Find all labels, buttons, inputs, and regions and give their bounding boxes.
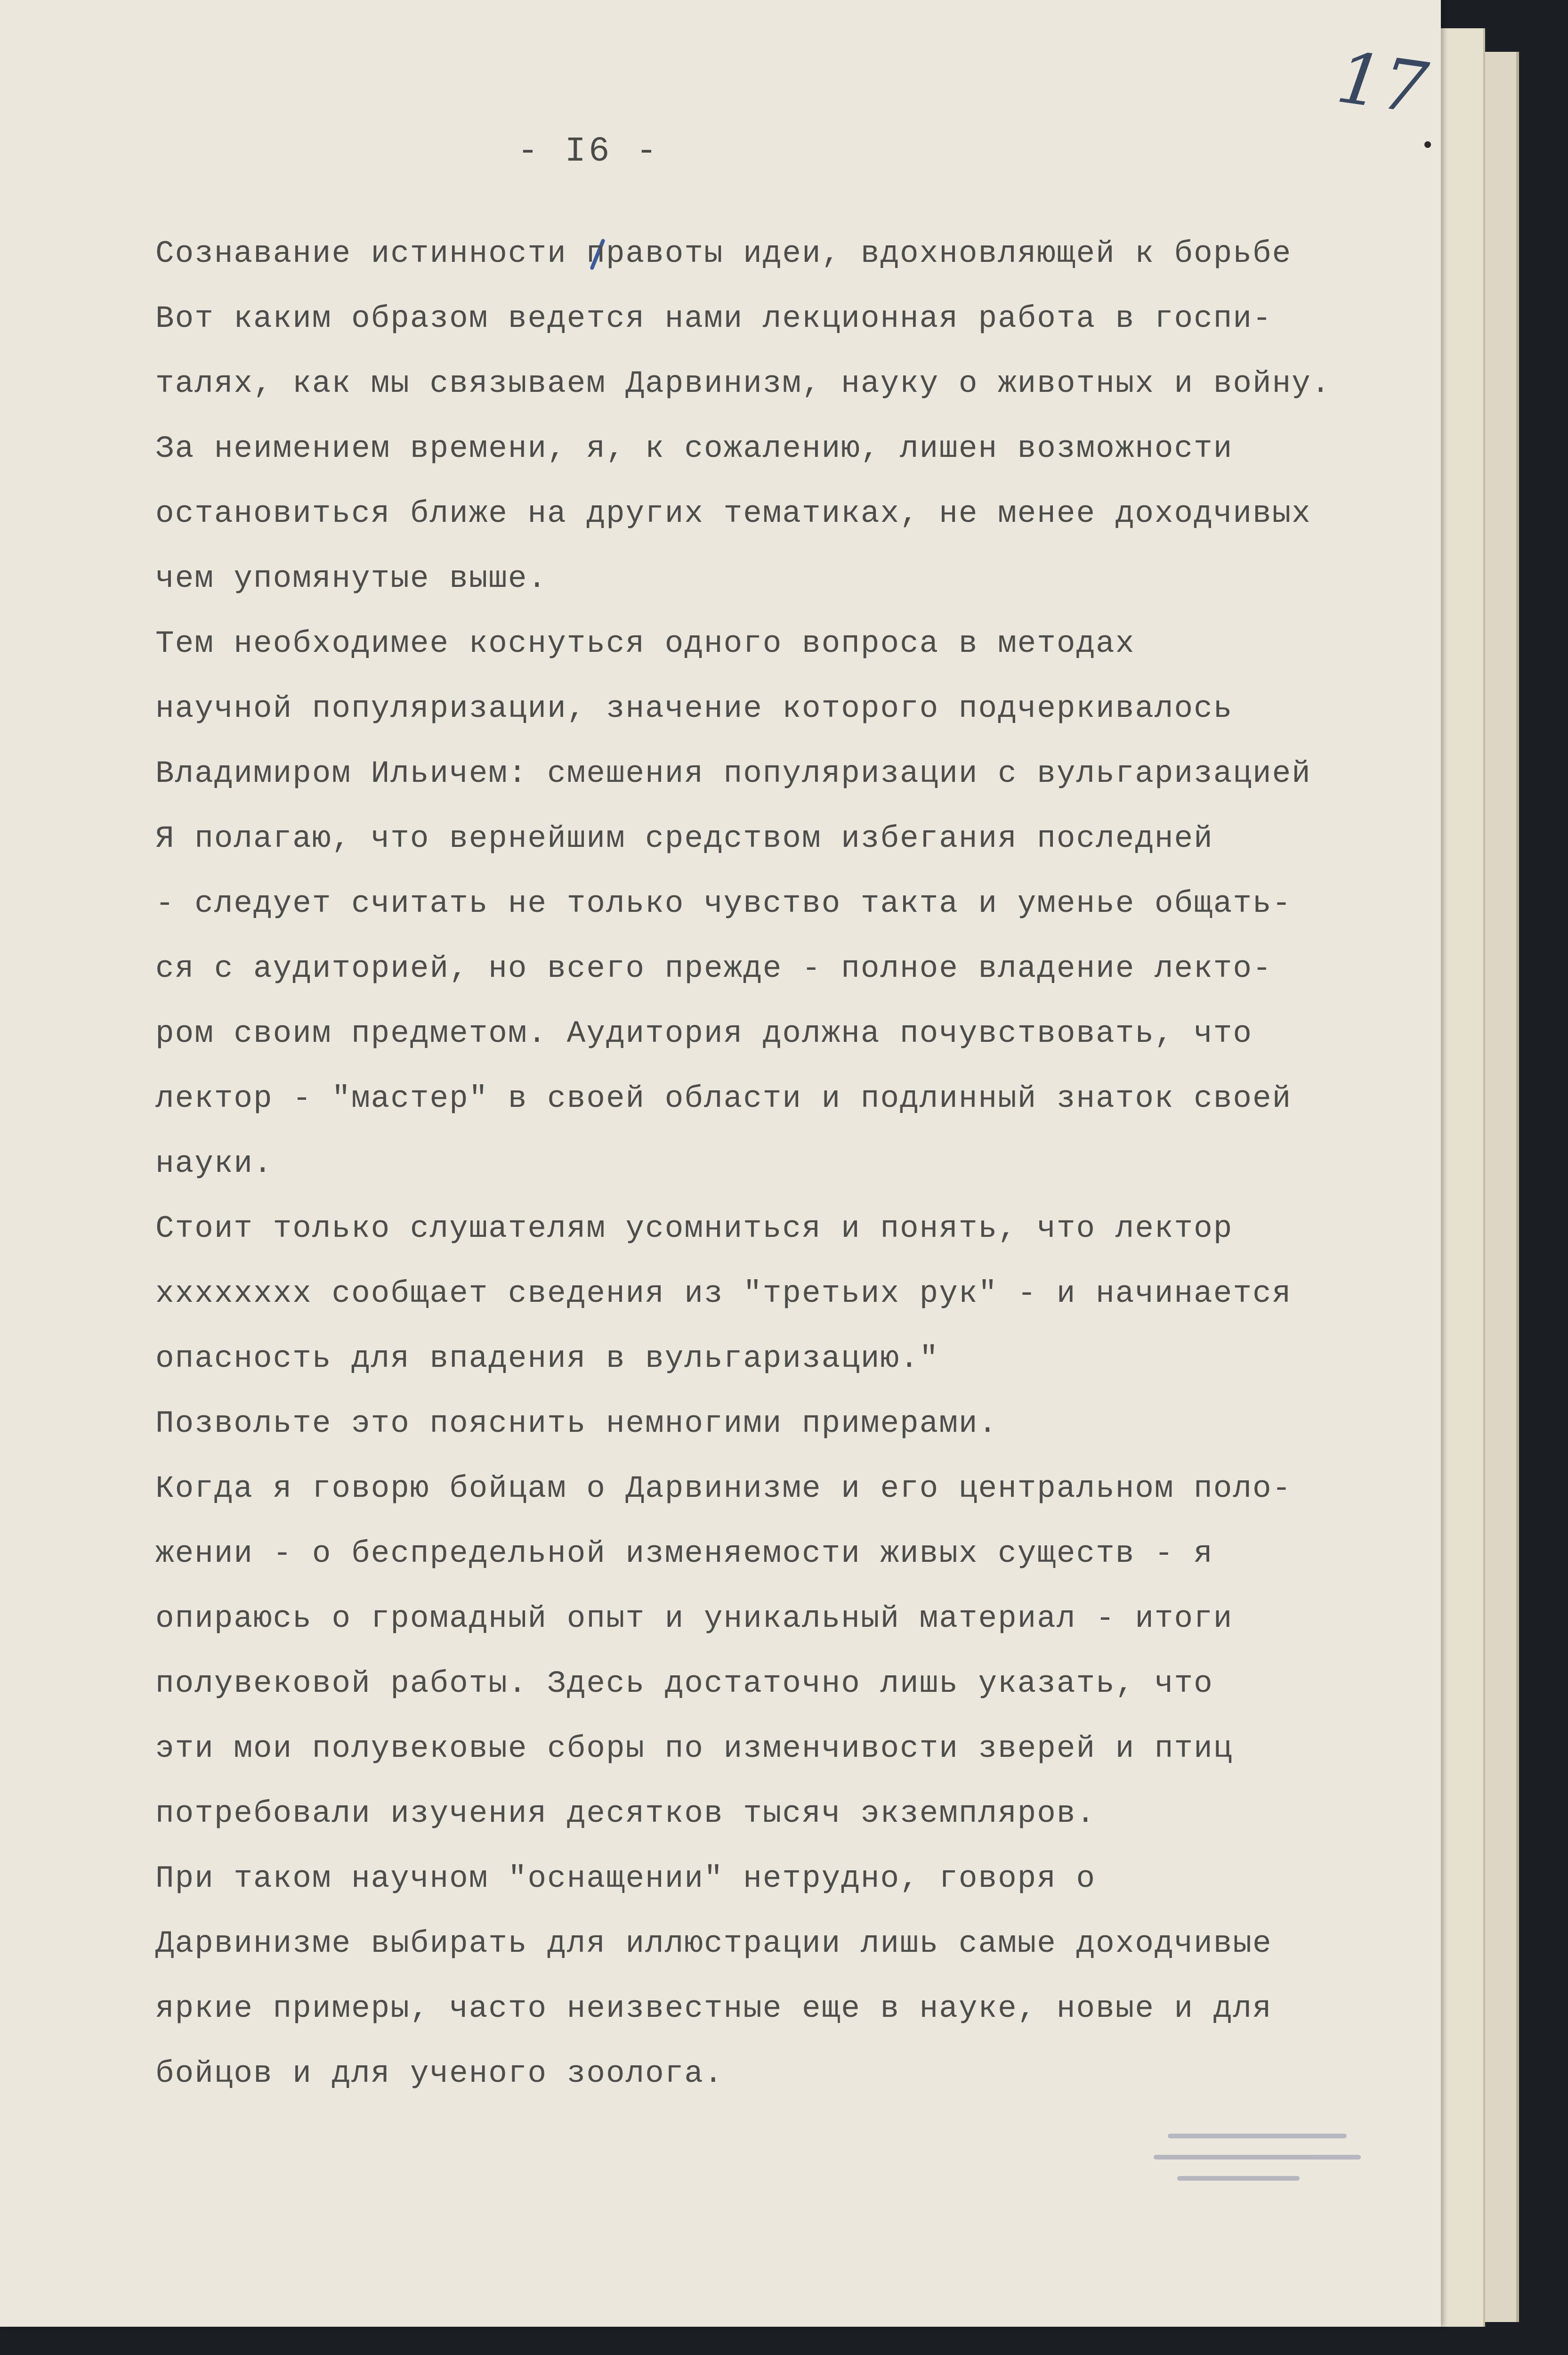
text-line: За неимением времени, я, к сожалению, лишен возможности	[155, 431, 1233, 466]
faded-archive-stamp	[1149, 2120, 1403, 2200]
page-number: - I6 -	[517, 132, 660, 171]
text-line: науки.	[155, 1146, 273, 1181]
text-line: ром своим предметом. Аудитория должна почувствовать, что	[155, 1016, 1253, 1051]
text-line: полувековой работы. Здесь достаточно лишь указать, что	[155, 1666, 1213, 1701]
text-line: - следует считать не только чувство такта и уменье общать-	[155, 886, 1292, 921]
text-line: чем упомянутые выше.	[155, 561, 548, 596]
text-line: Сознавание истинности правоты идеи, вдохновляющей к борьбе	[155, 236, 1292, 271]
edge-mark	[1424, 141, 1431, 148]
text-line: Вот каким образом ведется нами лекционная работа в госпи-	[155, 301, 1272, 336]
text-line: бойцов и для ученого зоолога.	[155, 2056, 724, 2091]
text-line: лектор - "мастер" в своей области и подлинный знаток своей	[155, 1081, 1292, 1116]
text-line: опасность для впадения в вульгаризацию."	[155, 1341, 939, 1376]
text-line: xxxxxxxx сообщает сведения из "третьих рук" - и начинается	[155, 1276, 1292, 1311]
text-line: яркие примеры, часто неизвестные еще в науке, новые и для	[155, 1991, 1272, 2026]
text-line: Тем необходимее коснуться одного вопроса в методах	[155, 626, 1135, 661]
typewritten-body	[155, 221, 1389, 2106]
text-line: Когда я говорю бойцам о Дарвинизме и его центральном поло-	[155, 1471, 1292, 1506]
text-line: жении - о беспредельной изменяемости живых существ - я	[155, 1536, 1213, 1571]
text-line: научной популяризации, значение которого подчеркивалось	[155, 691, 1233, 726]
text-line: эти мои полувековые сборы по изменчивости зверей и птиц	[155, 1731, 1233, 1766]
text-line: Дарвинизме выбирать для иллюстрации лишь самые доходчивые	[155, 1926, 1272, 1961]
text-line: Владимиром Ильичем: смешения популяризации с вульгаризацией	[155, 756, 1311, 791]
text-line: опираюсь о громадный опыт и уникальный материал - итоги	[155, 1601, 1233, 1636]
text-line: остановиться ближе на других тематиках, не менее доходчивых	[155, 496, 1311, 531]
text-line: Стоит только слушателям усомниться и понять, что лектор	[155, 1211, 1233, 1246]
text-line: Я полагаю, что вернейшим средством избегания последней	[155, 821, 1213, 856]
text-line: потребовали изучения десятков тысяч экземпляров.	[155, 1796, 1096, 1831]
handwritten-folio-number: 17	[1332, 36, 1433, 130]
text-line: талях, как мы связываем Дарвинизм, науку о животных и войну.	[155, 366, 1331, 401]
text-line: При таком научном "оснащении" нетрудно, говоря о	[155, 1861, 1096, 1896]
text-line: ся с аудиторией, но всего прежде - полное владение лекто-	[155, 951, 1272, 986]
text-line: Позвольте это пояснить немногими примерами.	[155, 1406, 998, 1441]
